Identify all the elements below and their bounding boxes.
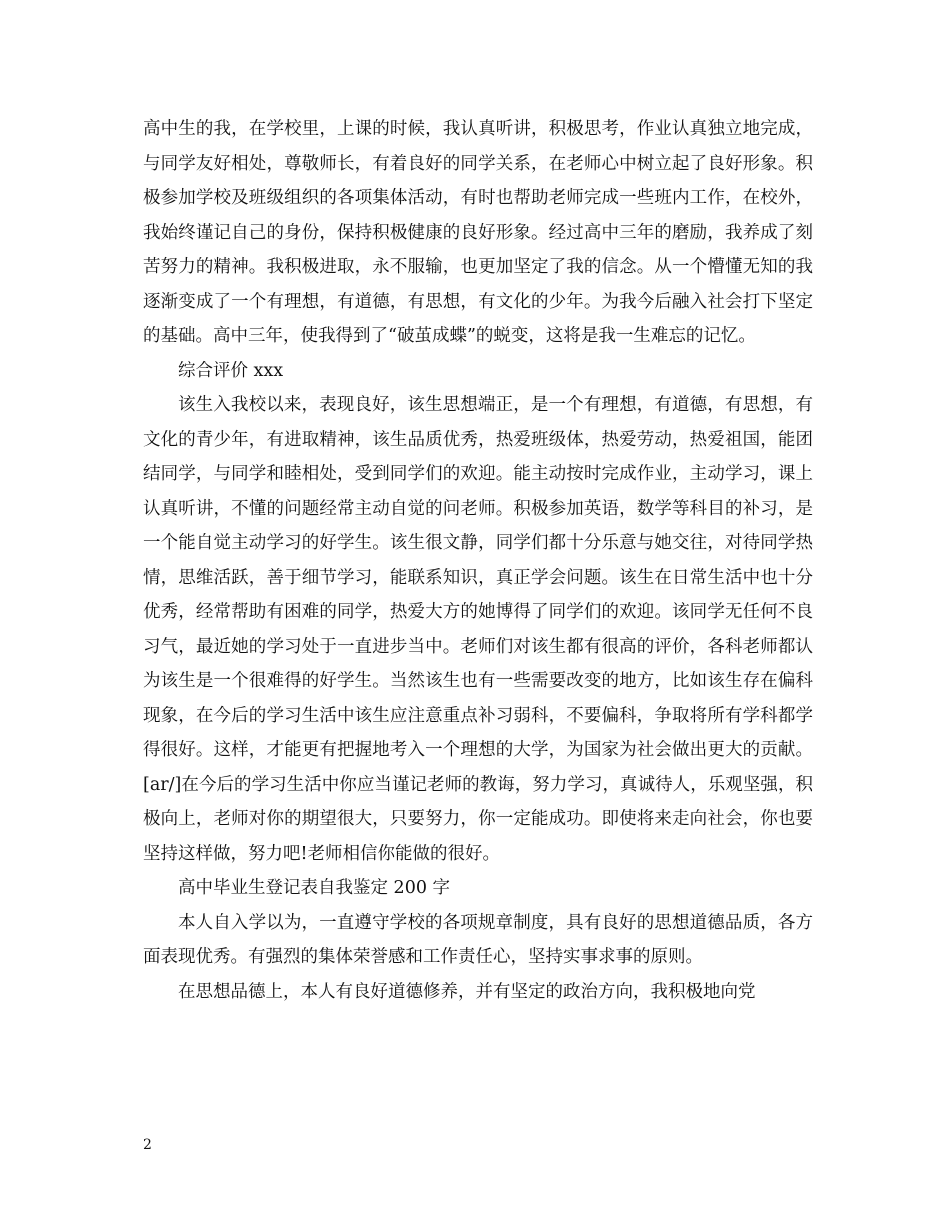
paragraph-self-reflection: 高中生的我，在学校里，上课的时候，我认真听讲，积极思考，作业认真独立地完成，与同学友好相处，尊敬师长，有着良好的同学关系，在老师心中树立起了良好形象。积极参加学校及班级组织的各项集体活动，有时也帮助老师完成一些班内工作，在校外，我始终谨记自己的身份，保持积极健康的良好形象。经过高中三年的磨励，我养成了刻苦努力的精神。我积极进取，永不服输，也更加坚定了我的信念。从一个懵懂无知的我逐渐变成了一个有理想，有道德，有思想，有文化的少年。为我今后融入社会打下坚定的基础。高中三年，使我得到了“破茧成蝶”的蜕变，这将是我一生难忘的记忆。 — [143, 119, 813, 346]
section-heading-graduate-form: 高中毕业生登记表自我鉴定 200 字 — [178, 878, 451, 898]
paragraph-teacher-evaluation: 该生入我校以来，表现良好，该生思想端正，是一个有理想，有道德，有思想，有文化的青少年，有进取精神，该生品质优秀，热爱班级体，热爱劳动，热爱祖国，能团结同学，与同学和睦相处，受到同学们的欢迎。能主动按时完成作业，主动学习，课上认真听讲，不懂的问题经常主动自觉的问老师。积极参加英语，数学等科目的补习，是一个能自觉主动学习的好学生。该生很文静，同学们都十分乐意与她交往，对待同学热情，思维活跃，善于细节学习，能联系知识，真正学会问题。该生在日常生活中也十分优秀，经常帮助有困难的同学，热爱大方的她博得了同学们的欢迎。该同学无任何不良习气，最近她的学习处于一直进步当中。老师们对该生都有很高的评价，各科老师都认为该生是一个很难得的好学生。当然该生也有一些需要改变的地方，比如该生存在偏科现象，在今后的学习生活中该生应注意重点补习弱科，不要偏科，争取将所有学科都学得很好。这样，才能更有把握地考入一个理想的大学，为国家为社会做出更大的贡献。[ar/]在今后的学习生活中你应当谨记老师的教诲，努力学习，真诚待人，乐观坚强，积极向上，老师对你的期望很大，只要努力，你一定能成功。即使将来走向社会，你也要坚持这样做，努力吧!老师相信你能做的很好。 — [143, 395, 813, 864]
page-number: 2 — [143, 1137, 152, 1153]
section-heading-evaluation: 综合评价 xxx — [178, 360, 284, 381]
paragraph-moral-character: 在思想品德上，本人有良好道德修养，并有坚定的政治方向，我积极地向党 — [178, 981, 756, 1002]
document-body — [143, 112, 813, 1009]
paragraph-self-appraisal: 本人自入学以为，一直遵守学校的各项规章制度，具有良好的思想道德品质，各方面表现优秀。有强烈的集体荣誉感和工作责任心，坚持实事求事的原则。 — [143, 912, 813, 967]
